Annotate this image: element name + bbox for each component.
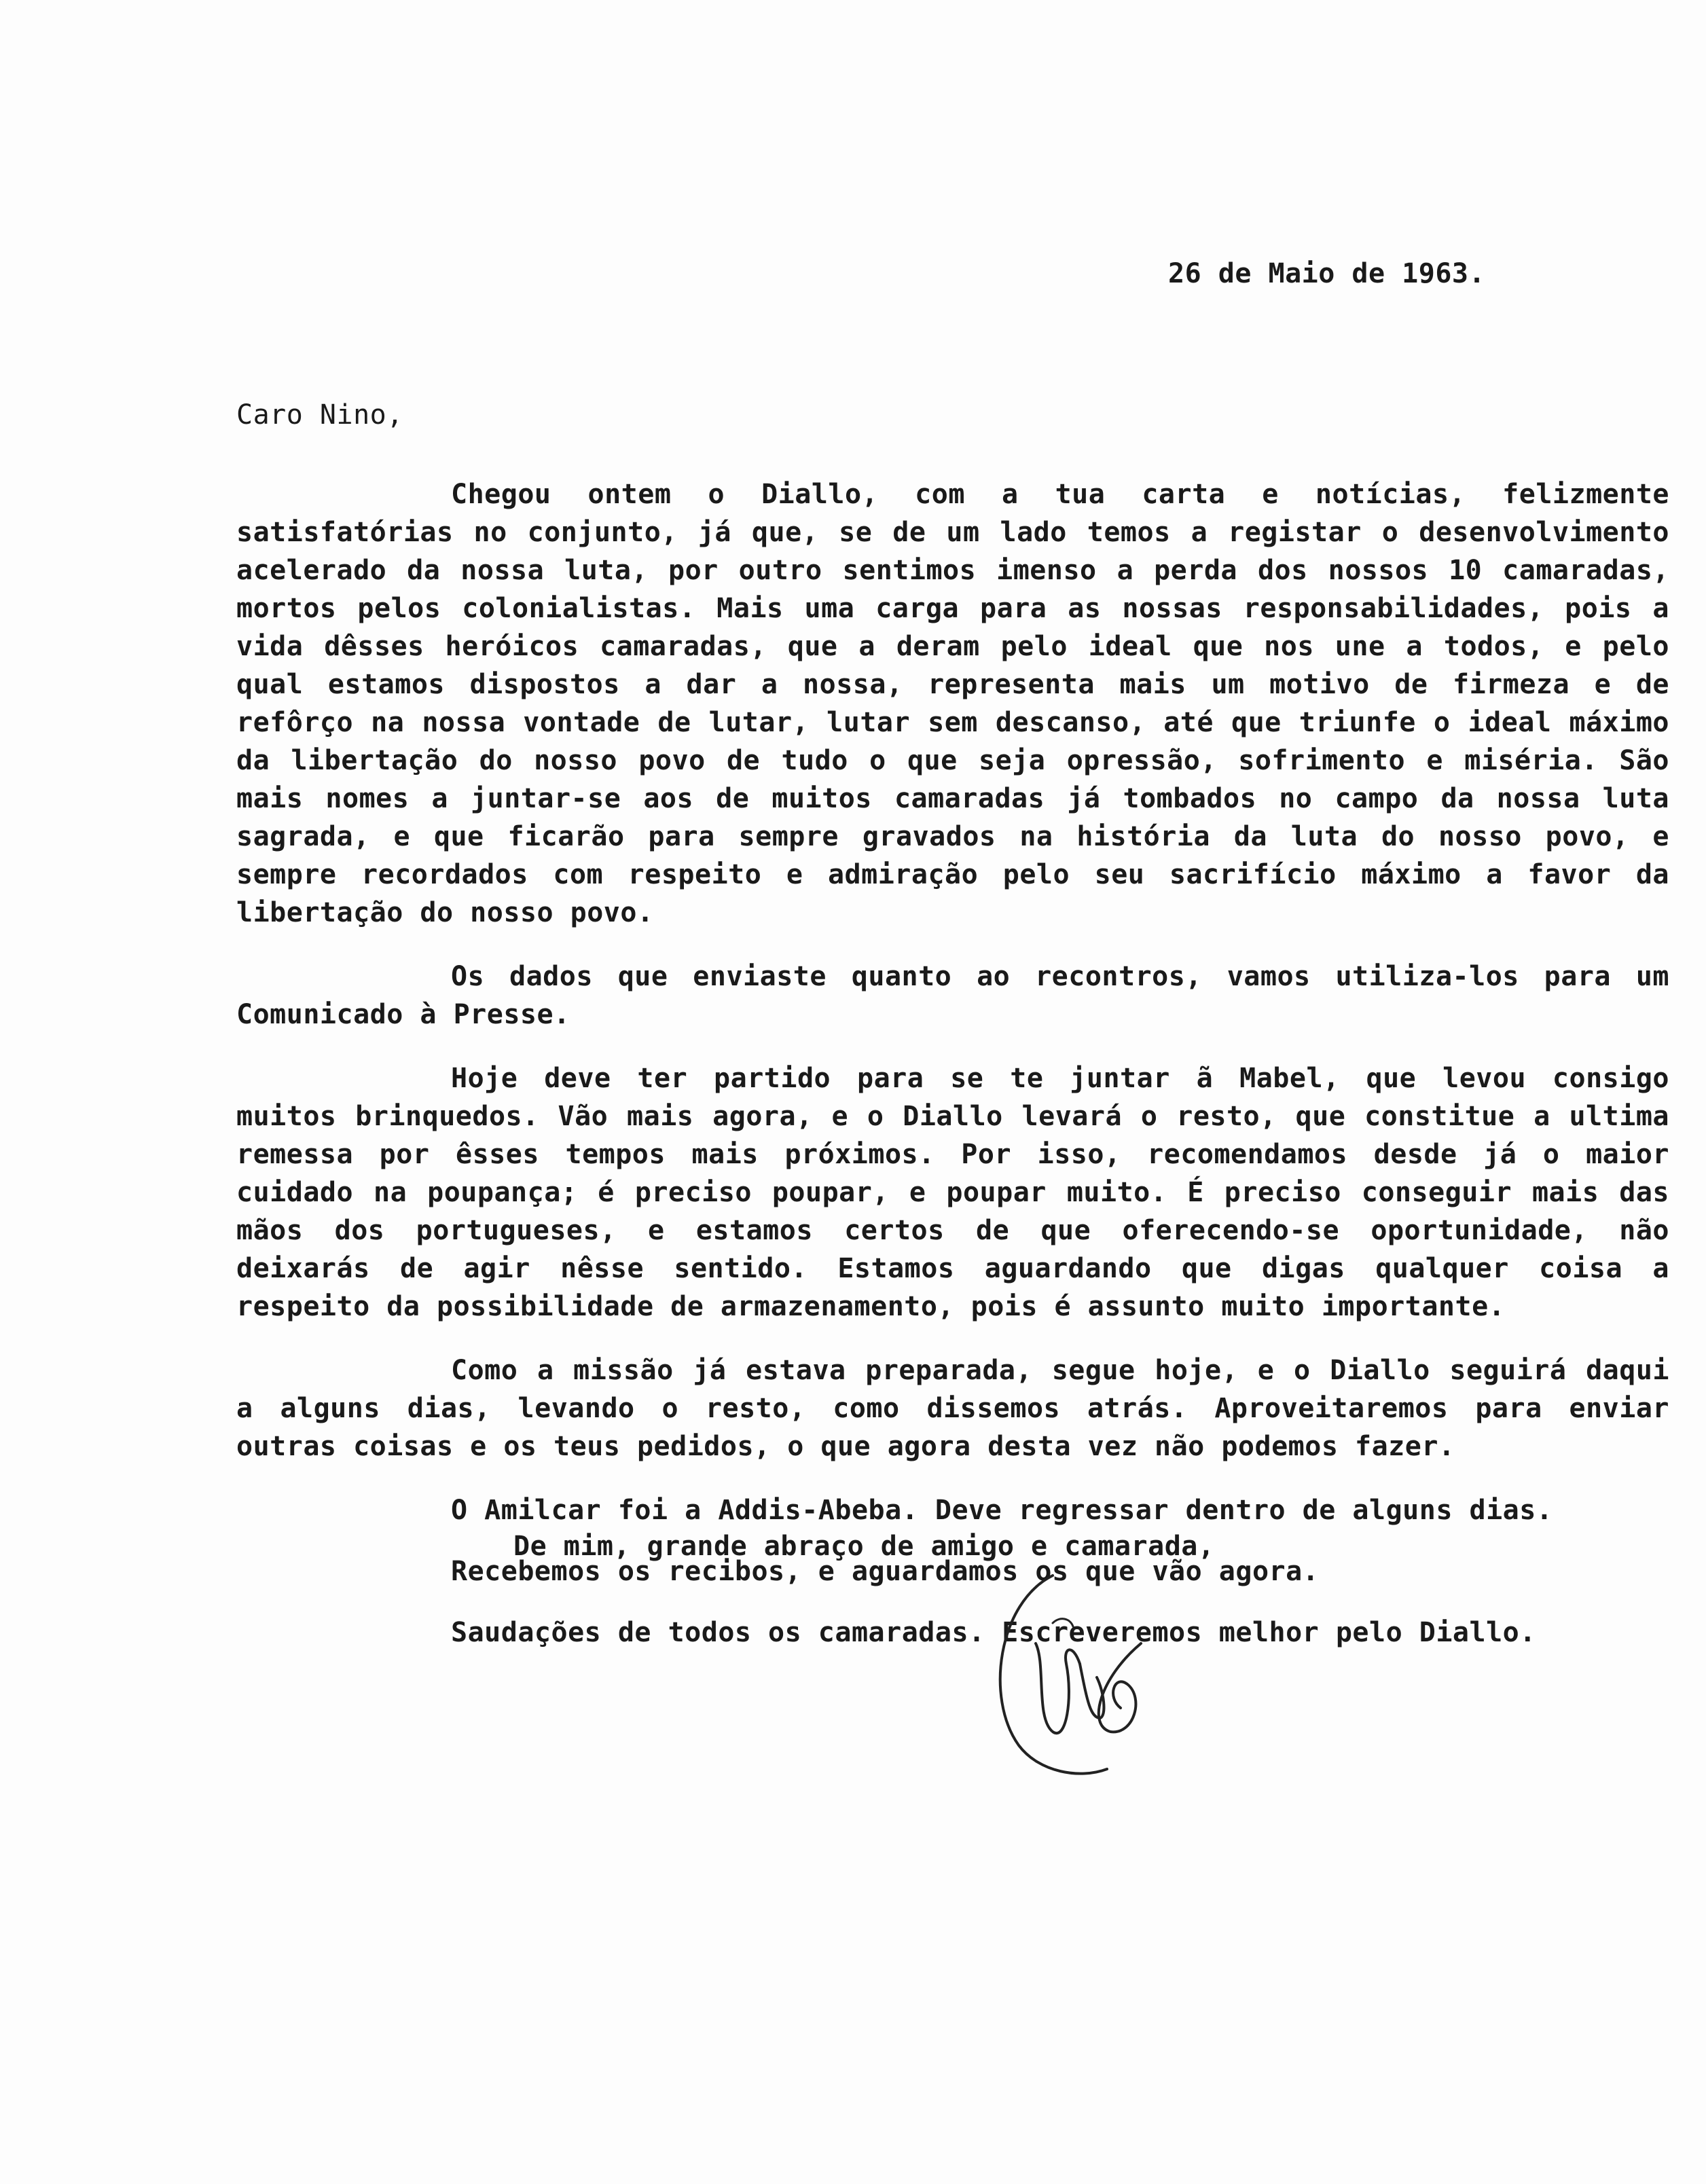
paragraph-1: Chegou ontem o Diallo, com a tua carta e notícias, felizmente satisfatórias no conjunto, já que, se de um lado temos a registar o desenvolvimento acelerado da nossa luta, por outro sentimos imenso a perda dos nossos 10 camaradas, mortos pelos colonialistas. Mais uma carga para as nossas responsabilidades, pois a vida dêsses heróicos camaradas, que a deram pelo ideal que nos une a todos, e pelo qual estamos dispostos a dar a nossa, representa mais um motivo de firmeza e de refôrço na nossa vontade de lutar, lutar sem descanso, até que triunfe o ideal máximo da libertação do nosso povo de tudo o que seja opressão, sofrimento e miséria. São mais nomes a juntar-se aos de muitos camaradas já tombados no campo da nossa luta sagrada, e que ficarão para sempre gravados na história da luta do nosso povo, e sempre recordados com respeito e admiração pelo seu sacrifício máximo a favor da libertação do nosso povo.: [236, 479, 1669, 928]
line-saudacoes: Saudações de todos os camaradas. Escreveremos melhor pelo Diallo.: [451, 1617, 1536, 1648]
letter-body: [236, 475, 1669, 1675]
letter-greeting: Caro Nino,: [236, 399, 403, 431]
paragraph-3: Hoje deve ter partido para se te juntar ã Mabel, que levou consigo muitos brinquedos. Vão mais agora, e o Diallo levará o resto, que constitue a ultima remessa por êsses tempos mais próximos. Por isso, recomendamos desde já o maior cuidado na poupança; é preciso poupar, e poupar muito. É preciso conseguir mais das mãos dos portugueses, e estamos certos de que oferecendo-se oportunidade, não deixarás de agir nêsse sentido. Estamos aguardando que digas qualquer coisa a respeito da possibilidade de armazenamento, pois é assunto muito importante.: [236, 1063, 1669, 1322]
line-amilcar: O Amilcar foi a Addis-Abeba. Deve regressar dentro de alguns dias.: [451, 1495, 1553, 1526]
handwritten-signature: [971, 1562, 1175, 1786]
signature-drawing: [971, 1562, 1175, 1786]
letter-closing: De mim, grande abraço de amigo e camarada,: [513, 1531, 1215, 1562]
letter-date: 26 de Maio de 1963.: [1168, 258, 1486, 289]
paragraph-2: Os dados que enviaste quanto ao recontros, vamos utiliza-los para um Comunicado à Presse.: [236, 961, 1669, 1030]
line-recibos: Recebemos os recibos, e aguardamos os que vão agora.: [451, 1556, 1320, 1587]
paragraph-4: Como a missão já estava preparada, segue hoje, e o Diallo seguirá daqui a alguns dias, levando o resto, como dissemos atrás. Aproveitaremos para enviar outras coisas e os teus pedidos, o que agora desta vez não podemos fazer.: [236, 1355, 1669, 1462]
